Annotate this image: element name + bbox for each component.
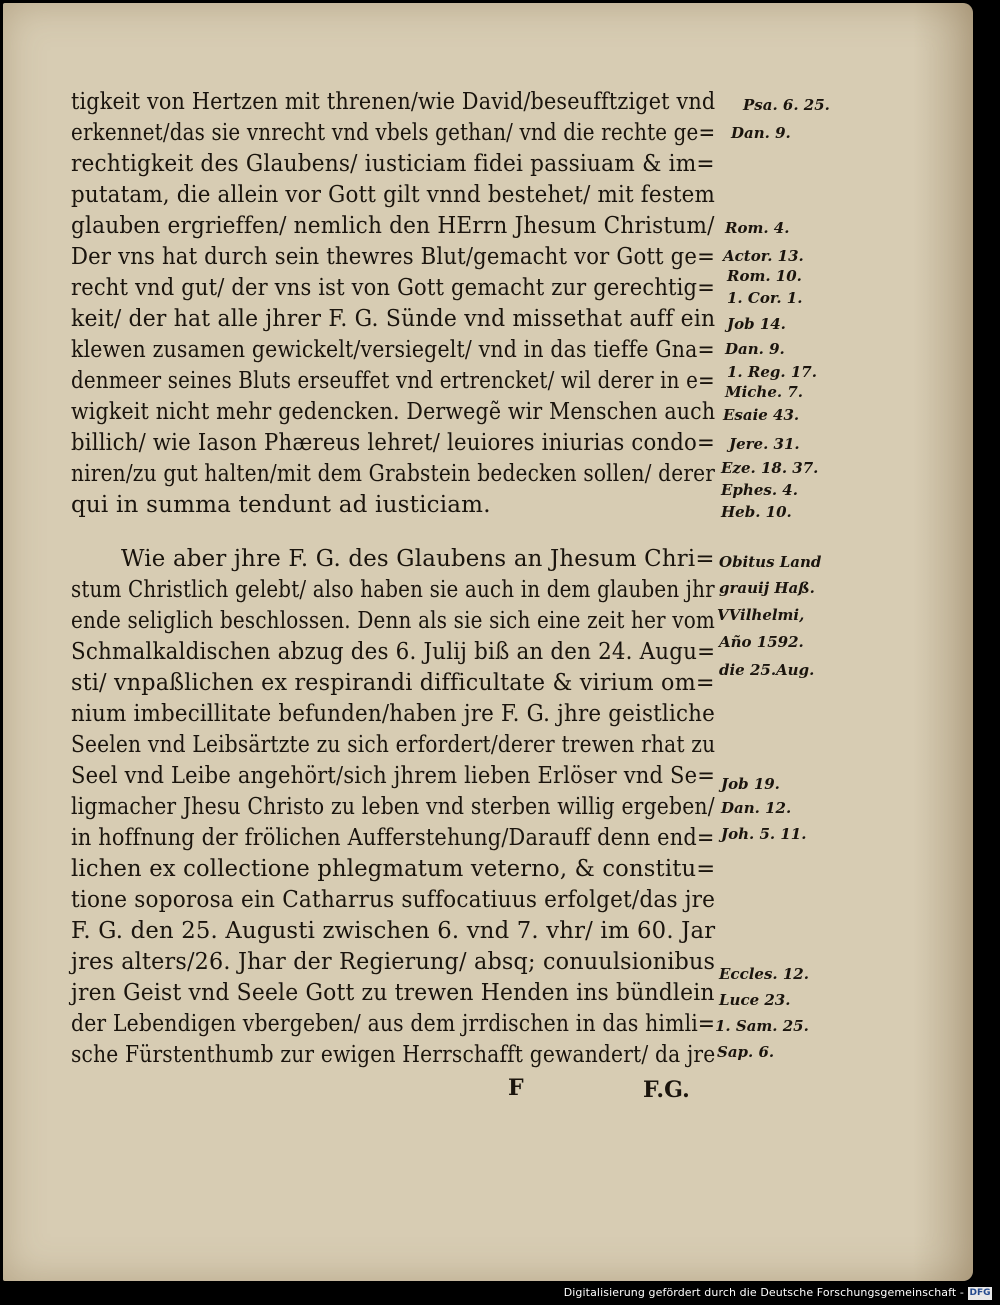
margin-note: Rom. 10. <box>727 267 802 285</box>
text-line: jres alters/26. Jhar der Regierung/ absq; conuulsionibus <box>71 949 716 975</box>
text-line: erkennet/das sie vnrecht vnd vbels gethan/ vnd die rechte ge= <box>71 120 716 146</box>
text-line: niren/zu gut halten/mit dem Grabstein bedecken sollen/ derer <box>71 461 716 487</box>
margin-note: Eze. 18. 37. <box>721 459 819 477</box>
text-line: glauben ergrieffen/ nemlich den HErrn Jhesum Christum/ <box>71 213 715 239</box>
margin-note: Dan. 9. <box>725 340 785 358</box>
margin-note: grauij Haß. <box>719 579 815 597</box>
text-line: lichen ex collectione phlegmatum veterno, & constitu= <box>71 856 716 882</box>
text-line: wigkeit nicht mehr gedencken. Derwegẽ wir Menschen auch <box>71 399 716 425</box>
margin-note: 1. Sam. 25. <box>715 1017 809 1035</box>
margin-note: Esaie 43. <box>723 406 800 424</box>
text-line: Wie aber jhre F. G. des Glaubens an Jhesum Chri= <box>121 546 715 572</box>
text-line: keit/ der hat alle jhrer F. G. Sünde vnd missethat auff ein <box>71 306 716 332</box>
catchword: F.G. <box>643 1077 690 1103</box>
text-line: sche Fürstenthumb zur ewigen Herrschafft gewandert/ da jre <box>71 1042 716 1068</box>
text-line: recht vnd gut/ der vns ist von Gott gemacht zur gerechtig= <box>71 275 715 301</box>
margin-note: Dan. 12. <box>721 799 792 817</box>
footer-credit: Digitalisierung gefördert durch die Deutsche Forschungsgemeinschaft - <box>563 1286 964 1299</box>
text-line: sti/ vnpaßlichen ex respirandi difficultate & virium om= <box>71 670 715 696</box>
margin-note: Job 14. <box>727 315 786 333</box>
text-line: Seel vnd Leibe angehört/sich jhrem lieben Erlöser vnd Se= <box>71 763 716 789</box>
text-line: tione soporosa ein Catharrus suffocatiuus erfolget/das jre <box>71 887 716 913</box>
text-line: rechtigkeit des Glaubens/ iusticiam fidei passiuam & im= <box>71 151 715 177</box>
margin-note: Año 1592. <box>719 633 804 651</box>
dfg-logo-icon: DFG <box>969 1288 991 1298</box>
margin-note: Psa. 6. 25. <box>743 96 830 114</box>
text-line: ende seliglich beschlossen. Denn als sie sich eine zeit her vom <box>71 608 716 634</box>
text-line: denmeer seines Bluts erseuffet vnd ertrencket/ wil derer in e= <box>71 368 715 394</box>
margin-note: Luce 23. <box>719 991 791 1009</box>
text-line: tigkeit von Hertzen mit threnen/wie David/beseufftziget vnd <box>71 89 716 115</box>
margin-note: Heb. 10. <box>721 503 792 521</box>
signature-mark: F <box>508 1075 524 1101</box>
margin-note: Jere. 31. <box>729 435 800 453</box>
margin-note: Joh. 5. 11. <box>721 825 807 843</box>
text-line: jren Geist vnd Seele Gott zu trewen Henden ins bündlein <box>71 980 715 1006</box>
margin-note: die 25.Aug. <box>719 661 815 679</box>
footer-bar <box>0 1284 1000 1305</box>
text-line: ligmacher Jhesu Christo zu leben vnd sterben willig ergeben/ <box>71 794 715 820</box>
margin-note: Eccles. 12. <box>719 965 809 983</box>
margin-note: Sap. 6. <box>717 1043 775 1061</box>
margin-note: Dan. 9. <box>731 124 791 142</box>
text-line: in hoffnung der frölichen Aufferstehung/Darauff denn end= <box>71 825 715 851</box>
margin-note: Miche. 7. <box>725 383 803 401</box>
text-line: Seelen vnd Leibsärtzte zu sich erfordert/derer trewen rhat zu <box>71 732 716 758</box>
margin-note: Job 19. <box>721 775 780 793</box>
text-line: stum Christlich gelebt/ also haben sie auch in dem glauben jhr <box>71 577 715 603</box>
text-line: der Lebendigen vbergeben/ aus dem jrrdischen in das himli= <box>71 1011 716 1037</box>
text-line: billich/ wie Iason Phæreus lehret/ leuiores iniurias condo= <box>71 430 715 456</box>
text-line: klewen zusamen gewickelt/versiegelt/ vnd in das tieffe Gna= <box>71 337 715 363</box>
margin-note: Actor. 13. <box>723 247 804 265</box>
margin-note: Obitus Land <box>719 553 822 571</box>
text-line: Schmalkaldischen abzug des 6. Julij biß an den 24. Augu= <box>71 639 716 665</box>
text-line: F. G. den 25. Augusti zwischen 6. vnd 7. vhr/ im 60. Jar <box>71 918 716 944</box>
text-line: qui in summa tendunt ad iusticiam. <box>71 492 491 518</box>
text-line: nium imbecillitate befunden/haben jre F. G. jhre geistliche <box>71 701 716 727</box>
margin-note: Rom. 4. <box>725 219 790 237</box>
text-line: putatam, die allein vor Gott gilt vnnd bestehet/ mit festem <box>71 182 716 208</box>
margin-note: 1. Cor. 1. <box>727 289 803 307</box>
margin-note: Ephes. 4. <box>721 481 798 499</box>
margin-note: VVilhelmi, <box>717 606 805 624</box>
book-page <box>3 3 973 1281</box>
text-line: Der vns hat durch sein thewres Blut/gemacht vor Gott ge= <box>71 244 715 270</box>
margin-note: 1. Reg. 17. <box>727 363 817 381</box>
